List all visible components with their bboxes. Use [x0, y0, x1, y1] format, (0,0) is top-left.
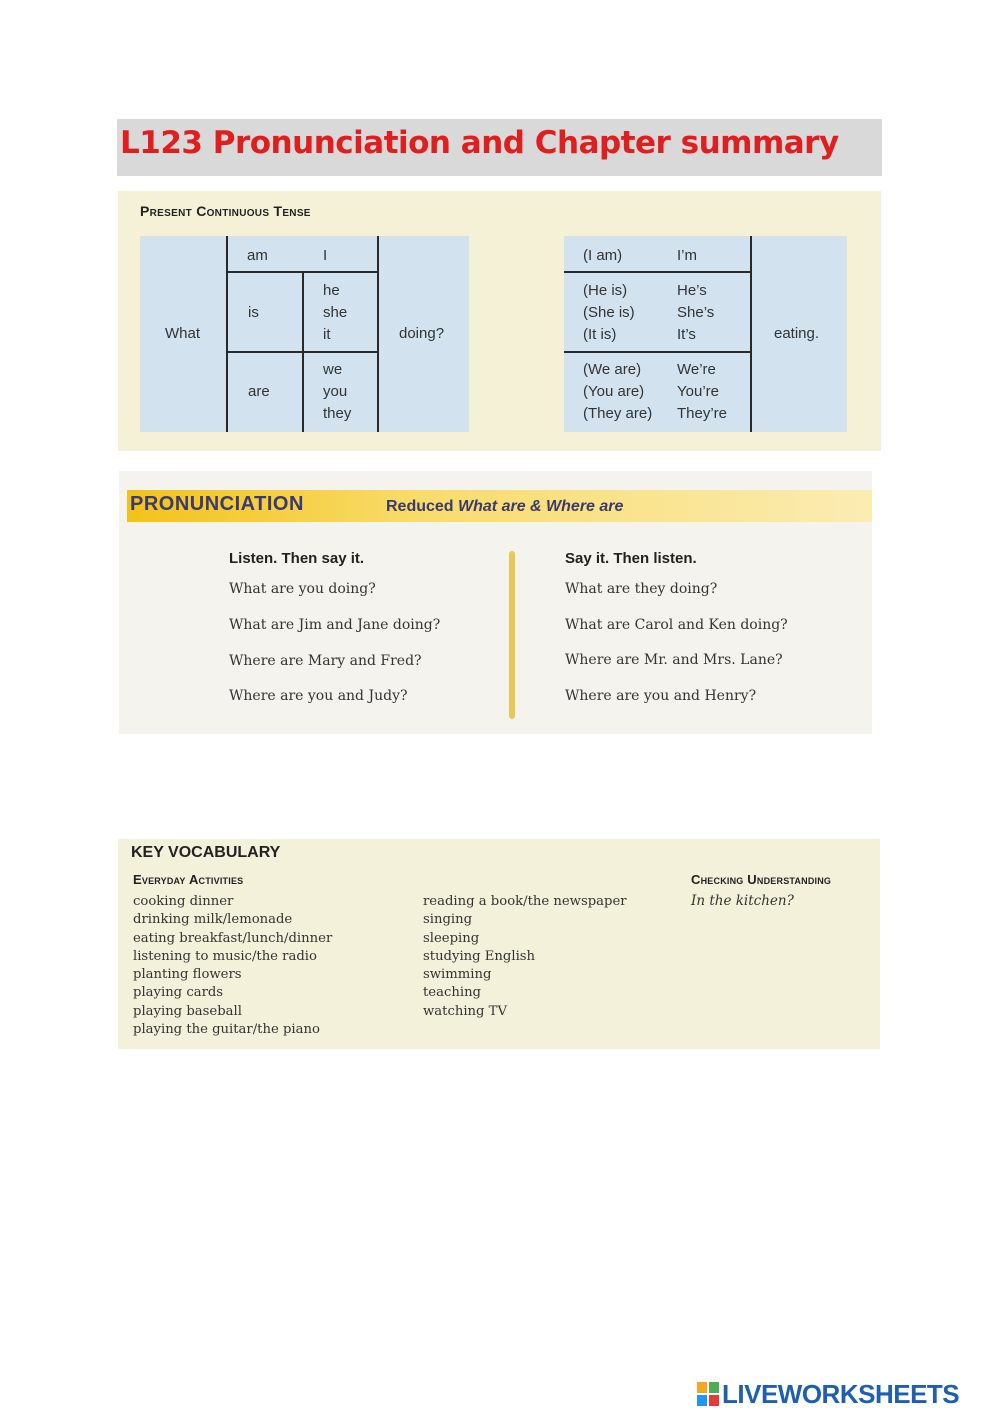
list-item: swimming — [423, 967, 492, 983]
checking-understanding-item: In the kitchen? — [691, 893, 794, 909]
subject-she: she — [323, 304, 348, 321]
grammar-table-what-doing — [140, 236, 469, 432]
list-item: playing baseball — [133, 1003, 242, 1019]
doing-word: doing? — [399, 325, 445, 342]
vocabulary-list-1 — [133, 893, 332, 1039]
subject-you: you — [323, 383, 348, 400]
subject-we: we — [323, 361, 343, 378]
subject-they: they — [323, 405, 352, 422]
vocabulary-panel — [118, 839, 880, 1049]
grammar-panel — [118, 191, 881, 451]
short-im: I’m — [677, 247, 697, 264]
list-item: singing — [423, 912, 473, 928]
verb-am: am — [247, 247, 268, 264]
full-she-is: (She is) — [583, 304, 635, 321]
full-he-is: (He is) — [583, 282, 628, 299]
left-line-1: What are you doing? — [229, 581, 376, 597]
pronunciation-panel — [119, 471, 872, 734]
liveworksheets-logo — [697, 1379, 959, 1409]
checking-understanding-heading: Checking Understanding — [691, 872, 832, 887]
what-word: What — [165, 325, 201, 342]
short-were: We’re — [677, 361, 716, 378]
full-you-are: (You are) — [583, 383, 645, 400]
subject-he: he — [323, 282, 340, 299]
pronunciation-sub-italic: What are & Where are — [458, 498, 624, 515]
list-item: planting flowers — [133, 967, 242, 983]
title-bar — [117, 119, 882, 176]
full-it-is: (It is) — [583, 326, 617, 343]
grammar-heading: Present Continuous Tense — [140, 203, 311, 219]
right-line-2: What are Carol and Ken doing? — [565, 617, 788, 633]
pronunciation-subheading — [386, 498, 623, 516]
left-line-2: What are Jim and Jane doing? — [229, 617, 441, 633]
right-line-1: What are they doing? — [565, 581, 718, 597]
list-item: eating breakfast/lunch/dinner — [133, 930, 333, 946]
page-title: L123 Pronunciation and Chapter summary — [120, 125, 839, 161]
list-item: playing the guitar/the piano — [133, 1022, 320, 1038]
short-theyre: They’re — [677, 405, 728, 422]
vocabulary-heading: KEY VOCABULARY — [131, 844, 281, 861]
logo-text: LIVEWORKSHEETS — [722, 1378, 960, 1409]
list-item: cooking dinner — [133, 894, 234, 909]
right-line-3: Where are Mr. and Mrs. Lane? — [565, 652, 783, 668]
left-line-4: Where are you and Judy? — [229, 688, 408, 704]
vocabulary-list-2 — [423, 893, 627, 1021]
logo-icon — [697, 1382, 719, 1406]
short-youre: You’re — [677, 383, 719, 400]
list-item: listening to music/the radio — [133, 948, 317, 964]
list-item: drinking milk/lemonade — [133, 912, 293, 928]
full-they-are: (They are) — [583, 405, 653, 422]
short-its: It’s — [677, 326, 696, 343]
list-item: reading a book/the newspaper — [423, 894, 627, 909]
pronunciation-sub-prefix: Reduced — [386, 498, 454, 515]
list-item: watching TV — [423, 1003, 507, 1019]
pronunciation-heading: PRONUNCIATION — [130, 493, 304, 515]
list-item: playing cards — [133, 985, 224, 1001]
everyday-activities-heading: Everyday Activities — [133, 872, 244, 887]
left-line-3: Where are Mary and Fred? — [229, 653, 422, 669]
eating-word: eating. — [774, 325, 820, 342]
verb-are: are — [248, 383, 270, 400]
left-instruction: Listen. Then say it. — [229, 550, 365, 567]
subject-i: I — [323, 247, 328, 264]
full-i-am: (I am) — [583, 247, 623, 264]
list-item: teaching — [423, 985, 481, 1001]
short-hes: He’s — [677, 282, 707, 299]
verb-is: is — [248, 304, 259, 321]
right-line-4: Where are you and Henry? — [565, 688, 757, 704]
right-instruction: Say it. Then listen. — [565, 550, 697, 567]
full-we-are: (We are) — [583, 361, 642, 378]
grammar-table-contractions — [564, 236, 847, 432]
short-shes: She’s — [677, 304, 715, 321]
list-item: studying English — [423, 948, 536, 964]
subject-it: it — [323, 326, 331, 343]
list-item: sleeping — [423, 930, 480, 946]
column-divider — [509, 551, 515, 719]
